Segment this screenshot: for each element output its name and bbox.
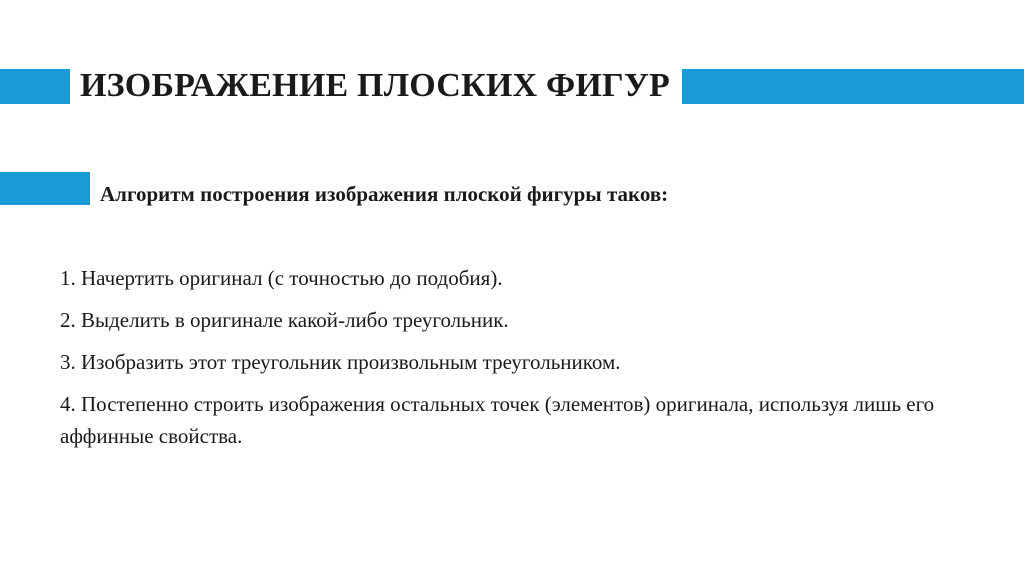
algorithm-step: 2. Выделить в оригинале какой-либо треугольник. (60, 308, 509, 332)
title-accent-bar-right (682, 69, 1024, 104)
subtitle-accent-bar (0, 172, 90, 205)
algorithm-step: 4. Постепенно строить изображения остальных точек (элементов) оригинала, используя лишь его аффинные свойства. (60, 392, 935, 448)
algorithm-step: 3. Изобразить этот треугольник произвольным треугольником. (60, 350, 621, 374)
title-accent-bar-left (0, 69, 70, 104)
slide-subtitle: Алгоритм построения изображения плоской фигуры таков: (100, 182, 669, 206)
slide-title: ИЗОБРАЖЕНИЕ ПЛОСКИХ ФИГУР (80, 67, 671, 104)
algorithm-steps-list (60, 262, 960, 462)
algorithm-step: 1. Начертить оригинал (с точностью до подобия). (60, 266, 503, 290)
